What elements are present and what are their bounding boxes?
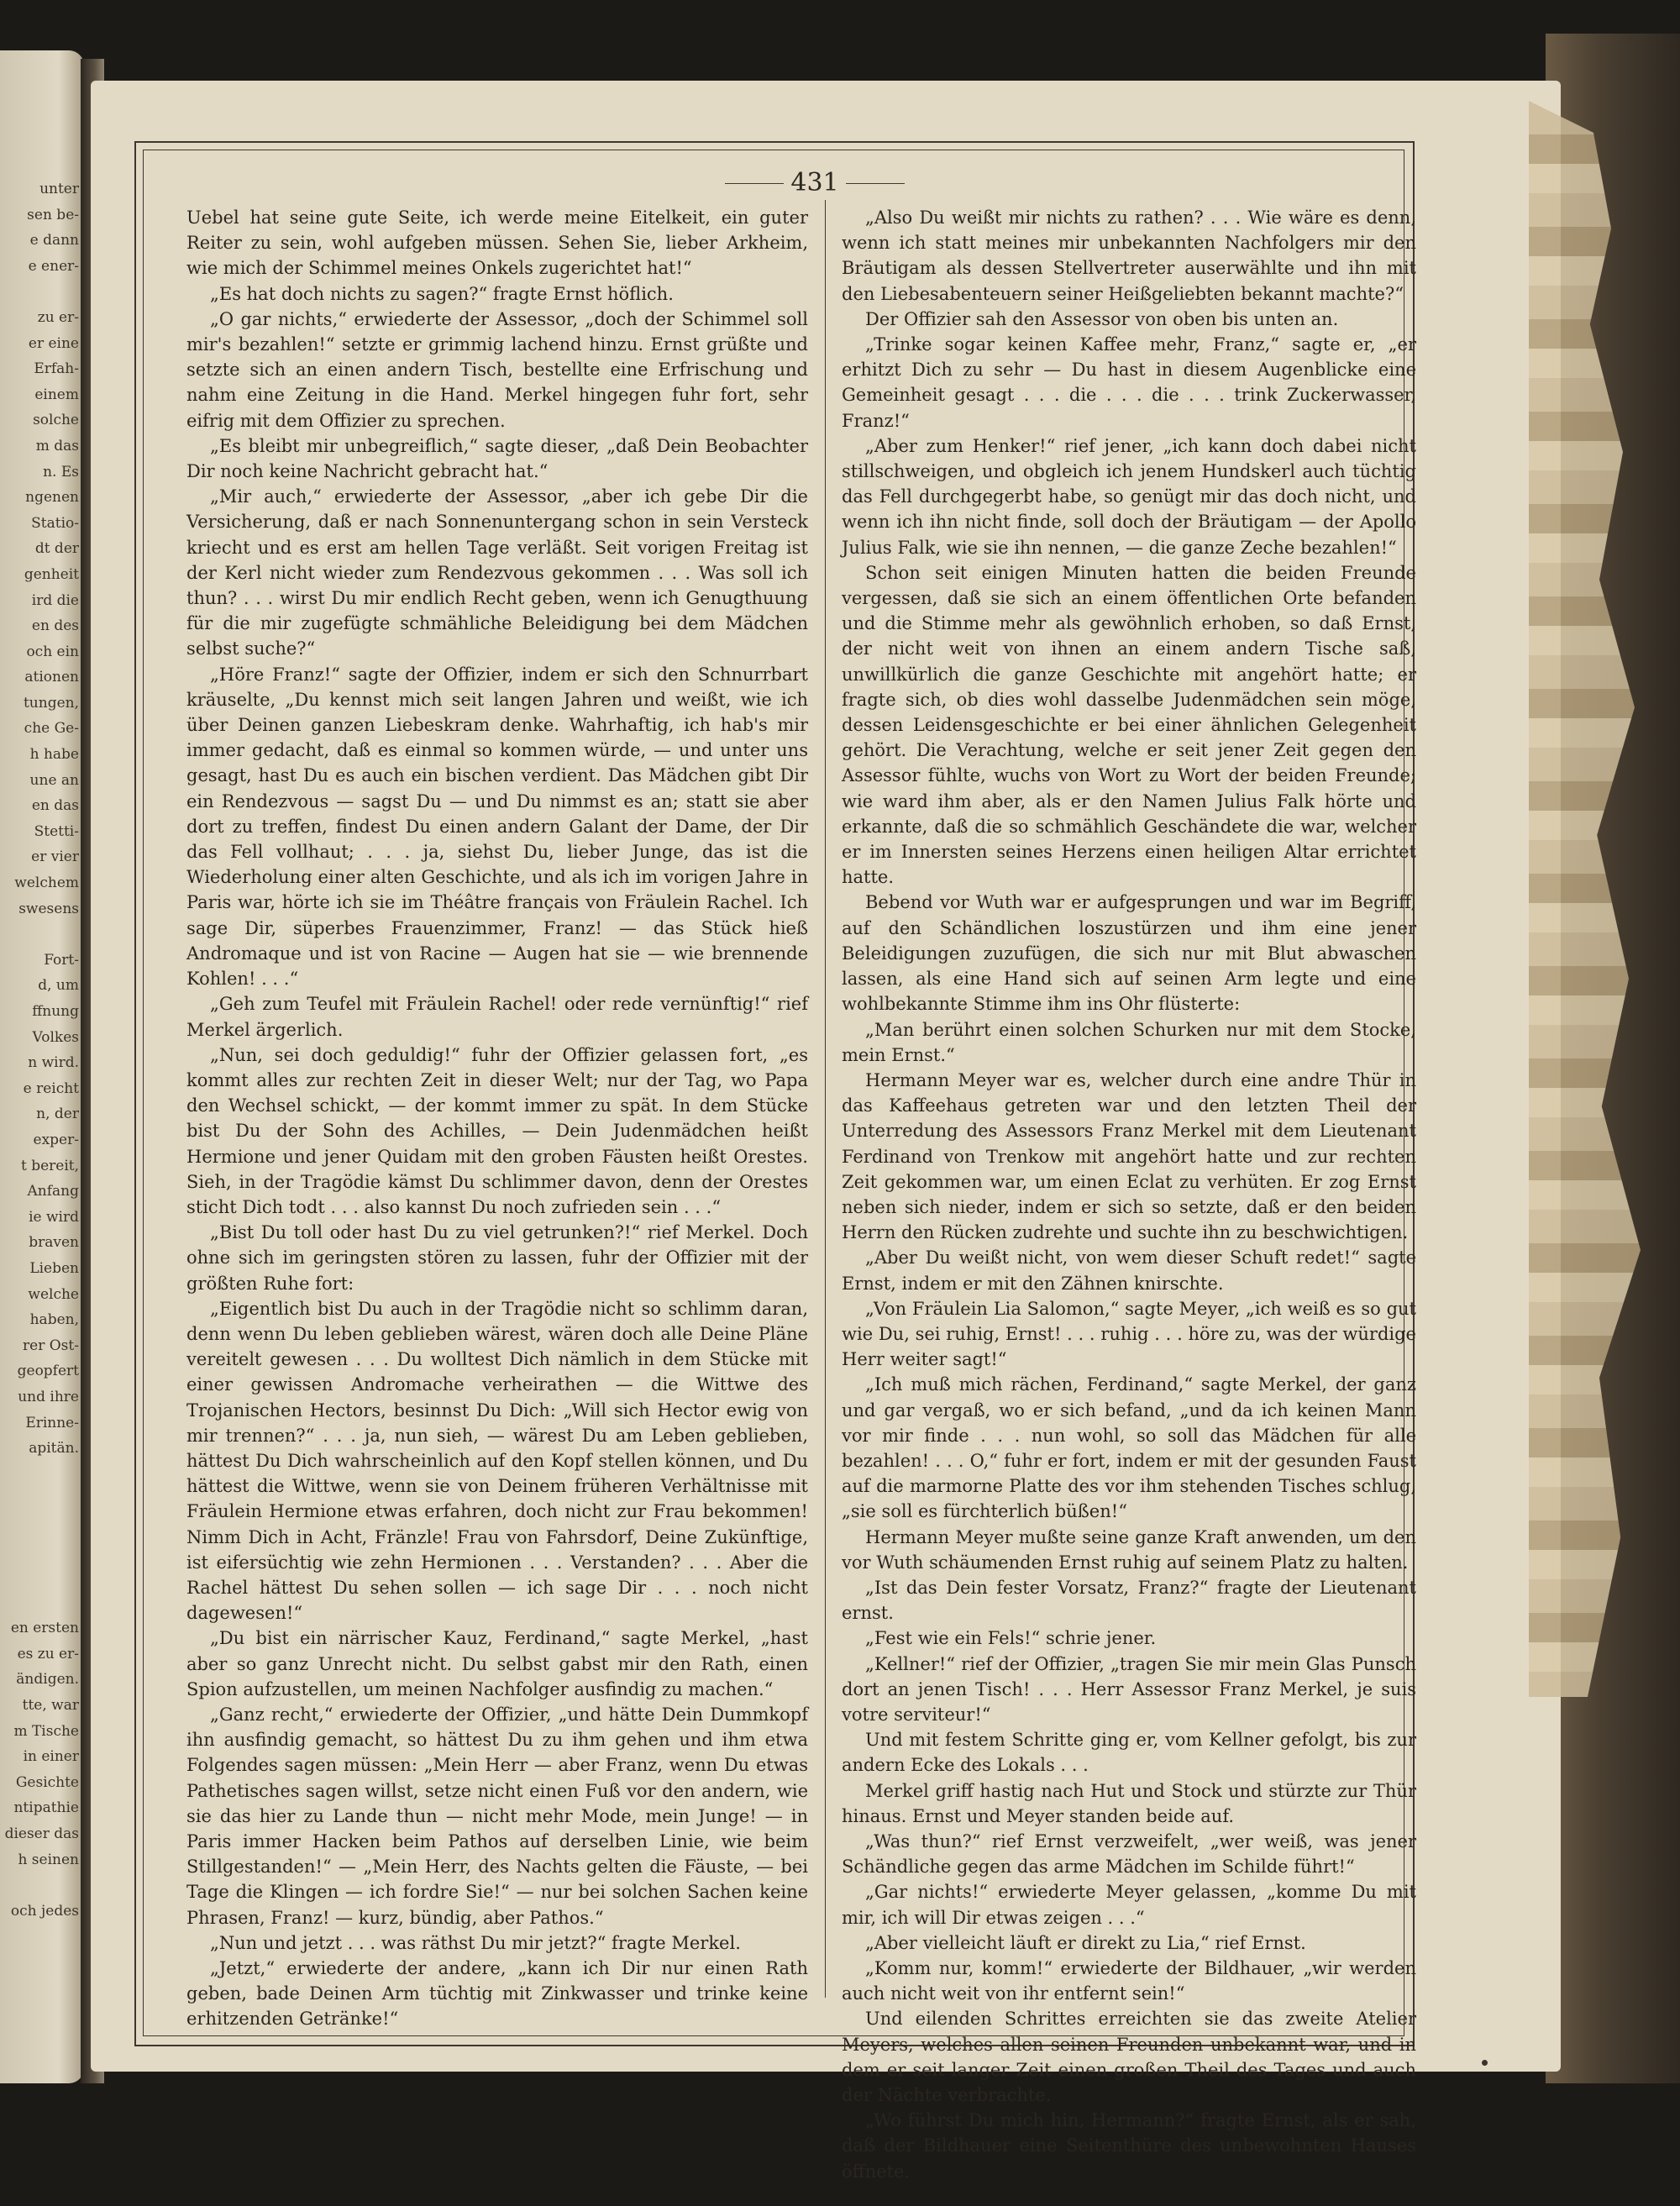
facing-page-fragment: ie wird <box>29 1208 79 1226</box>
paragraph: Bebend vor Wuth war er aufgesprungen und war im Begriff, auf den Schändlichen loszustürzen und ihm eine jener Beleidigungen zuzufügen, die sich nur mit Blut abwaschen lassen, als eine Hand sich auf seinen Arm legte und eine wohlbekannte Stimme ihm ins Ohr flüsterte: <box>842 892 1416 1015</box>
facing-page-fragment: welchem <box>14 875 79 892</box>
paragraph: „Ist das Dein fester Vorsatz, Franz?“ fragte der Lieutenant ernst. <box>842 1577 1416 1624</box>
paragraph: Der Offizier sah den Assessor von oben bis unten an. <box>865 308 1339 329</box>
facing-page-fragment: h seinen <box>18 1851 79 1868</box>
facing-page-fragment: Lieben <box>29 1259 79 1277</box>
facing-page-fragment: Erinne- <box>25 1414 79 1431</box>
facing-page-fragment: tungen, <box>23 694 79 712</box>
facing-page-fragment: und ihre <box>18 1388 79 1405</box>
facing-page-fragment: e reicht <box>23 1079 79 1097</box>
facing-page-fragment <box>2 1590 79 1616</box>
facing-page-fragment: einem <box>34 386 79 403</box>
facing-page-fragment: ntipathie <box>13 1799 79 1817</box>
paragraph: „Wo führst Du mich hin, Hermann?“ fragte Ernst, als er sah, daß der Bildhauer eine Seitenthüre des unbewohnten Hauses öffnete. <box>842 2110 1416 2182</box>
facing-page-fragment: e dann <box>29 232 79 249</box>
paragraph: Und mit festem Schritte ging er, vom Kellner gefolgt, bis zur andern Ecke des Lokals . . . <box>842 1730 1416 1776</box>
facing-page-fragment: Fort- <box>44 951 79 969</box>
facing-page-fragment <box>2 1538 79 1564</box>
facing-page-fragment: geopfert <box>17 1363 79 1380</box>
paragraph: „Komm nur, komm!“ erwiederte der Bildhauer, „wir werden auch nicht weit von ihr entfernt sein!“ <box>842 1958 1416 2004</box>
facing-page-fragment: ngenen <box>25 489 79 507</box>
facing-page-fragment: apitän. <box>29 1440 79 1458</box>
facing-page-fragment <box>2 1564 79 1590</box>
paragraph: „Nun und jetzt . . . was räthst Du mir jetzt?“ fragte Merkel. <box>210 1932 741 1953</box>
facing-page-fragment: en ersten <box>10 1620 79 1637</box>
facing-page-fragment <box>2 1487 79 1513</box>
facing-page-fragment: zu er- <box>37 308 79 326</box>
paragraph: „Also Du weißt mir nichts zu rathen? . . . Wie wäre es denn, wenn ich statt meines mir unbekannten Nachfolgers mir den Bräutigam als dessen Stellvertreter auserwählte und ihn mit den Liebesabenteuern seiner Heißgeliebten bekannt machte?“ <box>842 207 1416 304</box>
right-text-column <box>842 205 1416 2182</box>
facing-page-fragment: ird die <box>31 591 79 609</box>
facing-page-fragment: ationen <box>24 669 79 686</box>
facing-page-fragment: swesens <box>18 900 79 917</box>
paragraph: „Es hat doch nichts zu sagen?“ fragte Ernst höflich. <box>210 283 674 304</box>
paragraph: „O gar nichts,“ erwiederte der Assessor, „doch der Schimmel soll mir's bezahlen!“ setzte er grimmig lachend hinzu. Ernst grüßte und setzte sich an einen andern Tisch, bestellte eine Erfrischung und nahm eine Zeitung in die Hand. Merkel hingegen fuhr fort, sehr eifrig mit dem Offizier zu sprechen. <box>186 308 808 431</box>
facing-page-fragment: n. Es <box>43 463 79 481</box>
facing-page-fragment <box>2 279 79 305</box>
facing-page-fragment: n, der <box>36 1106 79 1123</box>
page-number: 431 <box>725 166 905 200</box>
facing-page-fragment: Statio- <box>31 514 79 532</box>
paragraph: „Es bleibt mir unbegreiflich,“ sagte dieser, „daß Dein Beobachter Dir noch keine Nachricht gebracht hat.“ <box>186 435 808 482</box>
facing-page-fragment: haben, <box>29 1311 79 1329</box>
facing-page-fragment: e ener- <box>28 257 79 275</box>
facing-page-fragment: t bereit, <box>20 1157 79 1174</box>
paragraph: „Trinke sogar keinen Kaffee mehr, Franz,“ sagte er, „er erhitzt Dich zu sehr — Du hast in diesem Augenblicke eine Gemeinheit gesagt . . . die . . . die . . . trink Zuckerwasser, Franz!“ <box>842 334 1416 431</box>
paragraph: „Geh zum Teufel mit Fräulein Rachel! oder rede vernünftig!“ rief Merkel ärgerlich. <box>186 994 808 1040</box>
facing-page-fragment: m Tische <box>13 1722 79 1740</box>
facing-page-fragment: d, um <box>38 977 79 995</box>
facing-page-fragment: dieser das <box>4 1825 79 1842</box>
facing-page-fragment: unter <box>39 181 79 197</box>
facing-page-fragment: n wird. <box>28 1054 79 1072</box>
facing-page-fragment: genheit <box>24 565 79 583</box>
facing-page-fragment: ffnung <box>32 1003 79 1020</box>
paragraph: „Gar nichts!“ erwiederte Meyer gelassen, „komme Du mit mir, ich will Dir etwas zeigen . . .“ <box>842 1882 1416 1928</box>
paragraph: „Höre Franz!“ sagte der Offizier, indem er sich den Schnurrbart kräuselte, „Du kennst mich seit langen Jahren und weißt, wie ich über Deinen ganzen Liebeskram denke. Wahrhaftig, ich hab's mir immer gedacht, daß es einmal so kommen würde, — und unter uns gesagt, hast Du es auch ein bischen verdient. Das Mädchen gibt Dir ein Rendezvous — sagst Du — und Du nimmst es an; statt sie aber dort zu treffen, findest Du einen andern Galant der Dame, der Dir das Fell vollhaut; . . . ja, siehst Du, lieber Junge, das ist die Wiederholung einer alten Geschichte, und als ich im vorigen Jahre in Paris war, hörte ich sie im Théâtre français von Fräulein Rachel. Ich sage Dir, süperbes Frauenzimmer, Franz! — das Stück hieß Andromaque und ist von Racine — Augen hat sie — wie brennende Kohlen! . . .“ <box>186 664 808 990</box>
paragraph: „Eigentlich bist Du auch in der Tragödie nicht so schlimm daran, denn wenn Du leben geblieben wärest, wären doch alle Deine Pläne vereitelt gewesen . . . Du wolltest Dich nämlich in dem Stücke mit einer gewissen Andromache verheirathen — die Wittwe des Trojanischen Hectors, besinnst Du Dich: „Will sich Hector ewig von mir trennen?“ . . . ja, nun sieh, — wärest Du am Leben geblieben, hättest Du Dich wahrscheinlich auf den Kopf stellen können, und Du hättest die Wittwe, wenn sie von Deinem früheren Verhältnisse mit Fräulein Hermione etwas erfahren, doch nicht zur Frau bekommen! Nimm Dich in Acht, Fränzle! Frau von Fahrsdorf, Deine Zukünftige, ist eifersüchtig wie zehn Hermionen . . . Verstanden? . . . Aber die Rachel hättest Du sehen sollen — ich sage Dir . . . noch nicht dagewesen!“ <box>186 1298 808 1624</box>
facing-page-fragment: er vier <box>31 848 79 866</box>
facing-page-fragment: sen be- <box>27 206 79 223</box>
paragraph: „Kellner!“ rief der Offizier, „tragen Sie mir mein Glas Punsch dort an jenen Tisch! . . . Herr Assessor Franz Merkel, je suis votre serviteur!“ <box>842 1653 1416 1725</box>
paragraph: Schon seit einigen Minuten hatten die beiden Freunde vergessen, daß sie sich an einem öffentlichen Orte befanden und die Stimme mehr als gewöhnlich erhoben, so daß Ernst, der nicht weit von ihnen an einem andern Tische saß, unwillkürlich die ganze Geschichte mit angehört hatte; er fragte sich, ob dies wohl dasselbe Judenmädchen sein möge, dessen Leidensgeschichte er bei einer ähnlichen Gelegenheit gehört. Die Verachtung, welche er seit jener Zeit gegen den Assessor fühlte, wuchs von Wort zu Wort der beiden Freunde; wie ward ihm aber, als er den Namen Julius Falk hörte und erkannte, daß die so schmählich Geschändete die war, welcher er im Innersten seines Herzens einen heiligen Altar errichtet hatte. <box>842 562 1416 888</box>
facing-page-fragment: Erfah- <box>34 360 79 378</box>
paragraph: „Du bist ein närrischer Kauz, Ferdinand,“ sagte Merkel, „hast aber so ganz Unrecht nicht. Du selbst gabst mir den Rath, einen Spion aufzustellen, um meinen Nachfolger ausfindig zu machen.“ <box>186 1628 808 1699</box>
paragraph: „Nun, sei doch geduldig!“ fuhr der Offizier gelassen fort, „es kommt alles zur rechten Zeit in dieser Welt; nur der Tag, wo Papa den Wechsel schickt, — der kommt immer zu spät. In dem Stücke bist Du der Sohn des Achilles, — Dein Judenmädchen heißt Hermione und jener Quidam mit den groben Fäusten heißt Orestes. Sieh, in der Tragödie kämst Du schlimmer davon, denn der Orestes sticht Dich todt . . . also kannst Du noch zufrieden sein . . .“ <box>186 1044 808 1217</box>
paragraph: „Jetzt,“ erwiederte der andere, „kann ich Dir nur einen Rath geben, bade Deinen Arm tüchtig mit Zinkwasser und trinke keine erhitzenden Getränke!“ <box>186 1958 808 2030</box>
facing-page-fragment: Volkes <box>32 1028 79 1046</box>
paragraph: „Aber zum Henker!“ rief jener, „ich kann doch dabei nicht stillschweigen, und obgleich ich jenem Hundskerl auch tüchtig das Fell durchgegerbt habe, so genügt mir das doch nicht, und wenn ich ihn nicht finde, soll doch der Bräutigam — der Apollo Julius Falk, wie sie ihn nennen, — die ganze Zeche bezahlen!“ <box>842 435 1416 558</box>
facing-page-fragment: m das <box>35 437 79 454</box>
paragraph: „Von Fräulein Lia Salomon,“ sagte Meyer, „ich weiß es so gut wie Du, sei ruhig, Ernst! . . . ruhig . . . höre zu, was der würdige Herr weiter sagt!“ <box>842 1298 1416 1370</box>
paragraph: „Was thun?“ rief Ernst verzweifelt, „wer weiß, was jener Schändliche gegen das arme Mädchen im Schilde führt!“ <box>842 1831 1416 1878</box>
facing-page-fragment: es zu er- <box>17 1645 79 1662</box>
facing-page-fragment: solche <box>33 412 79 429</box>
facing-page-edge <box>0 50 84 2083</box>
facing-page-fragment <box>2 922 79 948</box>
facing-page-fragment: in einer <box>23 1748 79 1766</box>
paragraph: Uebel hat seine gute Seite, ich werde meine Eitelkeit, ein guter Reiter zu sein, wohl aufgeben müssen. Sehen Sie, lieber Arkheim, wie mich der Schimmel meines Onkels zugerichtet hat!“ <box>186 207 808 279</box>
facing-page-fragment: Anfang <box>27 1183 79 1200</box>
facing-page-fragment: en des <box>31 617 79 635</box>
facing-page-fragment: welche <box>28 1285 79 1303</box>
paragraph: „Aber Du weißt nicht, von wem dieser Schuft redet!“ sagte Ernst, indem er mit den Zähnen knirschte. <box>842 1247 1416 1294</box>
facing-page-fragment: och ein <box>26 643 79 660</box>
facing-page-fragment: tte, war <box>22 1697 79 1715</box>
facing-page-fragment: er eine <box>28 334 79 352</box>
facing-page-text-fragments <box>2 176 79 1924</box>
facing-page-fragment: och jedes <box>10 1902 79 1920</box>
facing-page-fragment <box>2 1513 79 1539</box>
facing-page-fragment <box>2 1462 79 1488</box>
facing-page-fragment: dt der <box>34 540 79 558</box>
facing-page-fragment: ändigen. <box>16 1671 79 1689</box>
left-text-column <box>186 205 808 2030</box>
paragraph: „Ich muß mich rächen, Ferdinand,“ sagte Merkel, der ganz und gar vergaß, wo er sich befand, „und da ich keinen Mann vor mir finde . . . nun wohl, so soll das Mädchen für alle bezahlen! . . . O,“ fuhr er fort, indem er mit der gesunden Faust auf die marmorne Platte des vor ihm stehenden Tisches schlug, „sie soll es fürchterlich büßen!“ <box>842 1374 1416 1522</box>
ink-spot <box>1482 2060 1488 2066</box>
facing-page-fragment <box>2 1872 79 1899</box>
paragraph: „Fest wie ein Fels!“ schrie jener. <box>865 1628 1157 1649</box>
paragraph: „Man berührt einen solchen Schurken nur mit dem Stocke, mein Ernst.“ <box>842 1019 1416 1065</box>
paragraph: Hermann Meyer mußte seine ganze Kraft anwenden, um den vor Wuth schäumenden Ernst ruhig auf seinem Platz zu halten. <box>842 1526 1416 1573</box>
facing-page-fragment: une an <box>29 771 79 789</box>
paragraph: „Aber vielleicht läuft er direkt zu Lia,“ rief Ernst. <box>865 1932 1306 1953</box>
paragraph: „Mir auch,“ erwiederte der Assessor, „aber ich gebe Dir die Versicherung, daß er nach Sonnenuntergang schon in sein Versteck kriecht und es erst am hellen Tage verläßt. Seit vorigen Freitag ist der Kerl nicht wieder zum Rendezvous gekommen . . . Was soll ich thun? . . . wirst Du mir endlich Recht geben, wenn ich Genugthuung für die mir zugefügte schmähliche Beleidigung bei dem Mädchen selbst suche?“ <box>186 486 808 659</box>
facing-page-fragment: en das <box>31 797 79 815</box>
facing-page-fragment: exper- <box>33 1131 79 1148</box>
facing-page-fragment: Gesichte <box>15 1773 79 1791</box>
facing-page-fragment: che Ge- <box>24 720 79 738</box>
facing-page-fragment: braven <box>29 1234 79 1252</box>
facing-page-fragment: rer Ost- <box>23 1337 79 1354</box>
paragraph: „Ganz recht,“ erwiederte der Offizier, „und hätte Dein Dummkopf ihn ausfindig gemacht, so hättest Du zu ihm gehen und ihm etwa Folgendes sagen müssen: „Mein Herr — aber Franz, wenn Du etwas Pathetisches sagen willst, setze nicht einen Fuß vor den andern, wie sie das hier zu Lande thun — nicht mehr Mode, mein Junge! — in Paris immer Hacken beim Pathos auf derselben Linie, wie beim Stillgestanden!“ — „Mein Herr, des Nachts gelten die Fäuste, — bei Tage die Klingen — ich fordre Sie!“ — nur bei solchen Sachen keine Phrasen, Franz! — kurz, bündig, aber Pathos.“ <box>186 1704 808 1928</box>
paragraph: Merkel griff hastig nach Hut und Stock und stürzte zur Thür hinaus. Ernst und Meyer standen beide auf. <box>842 1780 1416 1826</box>
paragraph: Hermann Meyer war es, welcher durch eine andre Thür in das Kaffeehaus getreten war und den letzten Theil der Unterredung des Assessors Franz Merkel mit dem Lieutenant Ferdinand von Trenkow mit angehört hatte und zur rechten Zeit gekommen war, um einen Eclat zu verhüten. Er zog Ernst neben sich nieder, indem er sich so setzte, daß er den beiden Herrn den Rücken zudrehte und suchte ihn zu beschwichtigen. <box>842 1069 1416 1243</box>
paragraph: Und eilenden Schrittes erreichten sie das zweite Atelier Meyers, welches allen seinen Freunden unbekannt war, und in dem er seit langer Zeit einen großen Theil des Tages und auch der Nächte verbrachte. <box>842 2009 1416 2106</box>
paragraph: „Bist Du toll oder hast Du zu viel getrunken?!“ rief Merkel. Doch ohne sich im geringsten stören zu lassen, fuhr der Offizier mit der größten Ruhe fort: <box>186 1222 808 1294</box>
facing-page-fragment: h habe <box>29 746 79 764</box>
column-divider <box>825 200 826 1998</box>
facing-page-fragment: Stetti- <box>34 822 79 840</box>
